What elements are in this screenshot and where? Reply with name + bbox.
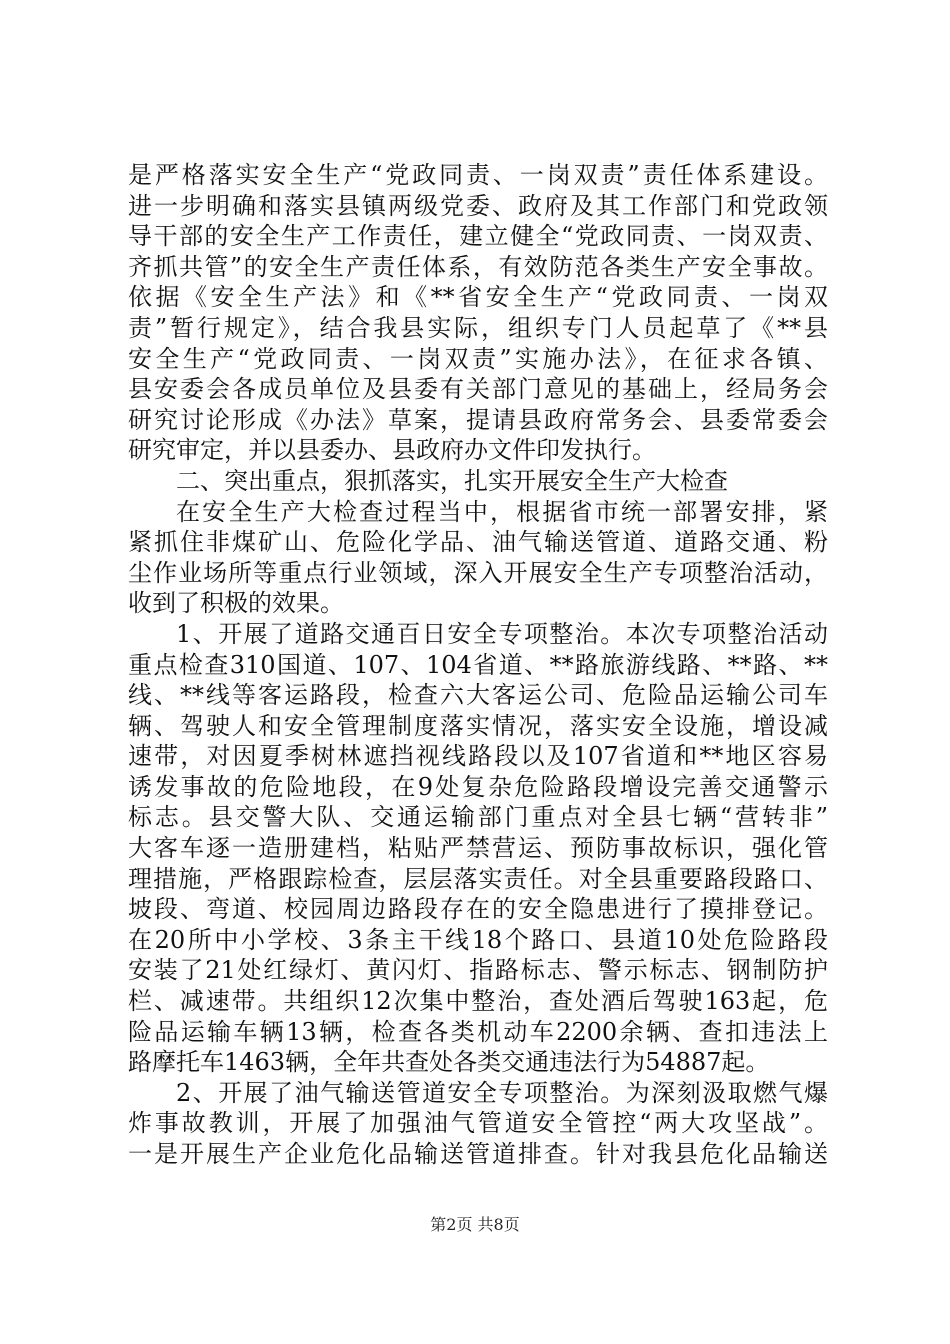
text-line: 1、开展了道路交通百日安全专项整治。本次专项整治活动 xyxy=(176,619,828,648)
text-line: 依据《安全生产法》和《**省安全生产“党政同责、一岗双 xyxy=(128,283,828,312)
text-line: 诱发事故的危险地段，在9处复杂危险路段增设完善交通警示 xyxy=(128,772,828,801)
text-line: 安装了21处红绿灯、黄闪灯、指路标志、警示标志、钢制防护 xyxy=(128,956,828,985)
text-line: 责”暂行规定》，结合我县实际，组织专门人员起草了《**县 xyxy=(128,313,828,342)
text-line: 理措施，严格跟踪检查，层层落实责任。对全县重要路段路口、 xyxy=(128,864,828,893)
text-line: 险品运输车辆13辆，检查各类机动车2200余辆、查扣违法上 xyxy=(128,1017,828,1046)
text-line: 栏、减速带。共组织12次集中整治，查处酒后驾驶163起，危 xyxy=(128,987,828,1016)
text-line: 齐抓共管”的安全生产责任体系，有效防范各类生产安全事故。 xyxy=(128,252,828,281)
text-line: 导干部的安全生产工作责任，建立健全“党政同责、一岗双责、 xyxy=(128,222,828,251)
text-line: 线、**线等客运路段，检查六大客运公司、危险品运输公司车 xyxy=(128,681,828,710)
text-line: 速带，对因夏季树林遮挡视线路段以及107省道和**地区容易 xyxy=(128,742,828,771)
text-line: 坡段、弯道、校园周边路段存在的安全隐患进行了摸排登记。 xyxy=(128,895,828,924)
text-line: 辆、驾驶人和安全管理制度落实情况，落实安全设施，增设减 xyxy=(128,711,828,740)
text-line: 在20所中小学校、3条主干线18个路口、县道10处危险路段 xyxy=(128,925,828,954)
text-line: 进一步明确和落实县镇两级党委、政府及其工作部门和党政领 xyxy=(128,191,828,220)
text-line: 紧抓住非煤矿山、危险化学品、油气输送管道、道路交通、粉 xyxy=(128,528,828,557)
text-line: 标志。县交警大队、交通运输部门重点对全县七辆“营转非” xyxy=(128,803,828,832)
text-line: 收到了积极的效果。 xyxy=(128,589,344,618)
text-line: 重点检查310国道、107、104省道、**路旅游线路、**路、** xyxy=(128,650,828,679)
page-footer xyxy=(0,1212,950,1235)
text-line: 2、开展了油气输送管道安全专项整治。为深刻汲取燃气爆 xyxy=(176,1078,828,1107)
page-number: 第2页 共8页 xyxy=(430,1215,520,1234)
text-line: 在安全生产大检查过程当中，根据省市统一部署安排，紧 xyxy=(176,497,828,526)
text-line: 炸事故教训，开展了加强油气管道安全管控“两大攻坚战”。 xyxy=(128,1109,828,1138)
text-line: 尘作业场所等重点行业领域，深入开展安全生产专项整治活动， xyxy=(128,558,828,587)
text-line: 县安委会各成员单位及县委有关部门意见的基础上，经局务会 xyxy=(128,375,828,404)
text-line: 大客车逐一造册建档，粘贴严禁营运、预防事故标识，强化管 xyxy=(128,834,828,863)
document-body xyxy=(128,160,828,1170)
text-line: 是严格落实安全生产“党政同责、一岗双责”责任体系建设。 xyxy=(128,161,828,189)
text-line: 一是开展生产企业危化品输送管道排查。针对我县危化品输送 xyxy=(128,1140,828,1168)
text-line: 研究审定，并以县委办、县政府办文件印发执行。 xyxy=(128,436,656,465)
text-line: 路摩托车1463辆，全年共查处各类交通违法行为54887起。 xyxy=(128,1048,770,1077)
text-line: 研究讨论形成《办法》草案，提请县政府常务会、县委常委会 xyxy=(128,405,828,434)
section-heading: 二、突出重点，狠抓落实，扎实开展安全生产大检查 xyxy=(176,466,728,495)
text-line: 安全生产“党政同责、一岗双责”实施办法》，在征求各镇、 xyxy=(128,344,828,373)
